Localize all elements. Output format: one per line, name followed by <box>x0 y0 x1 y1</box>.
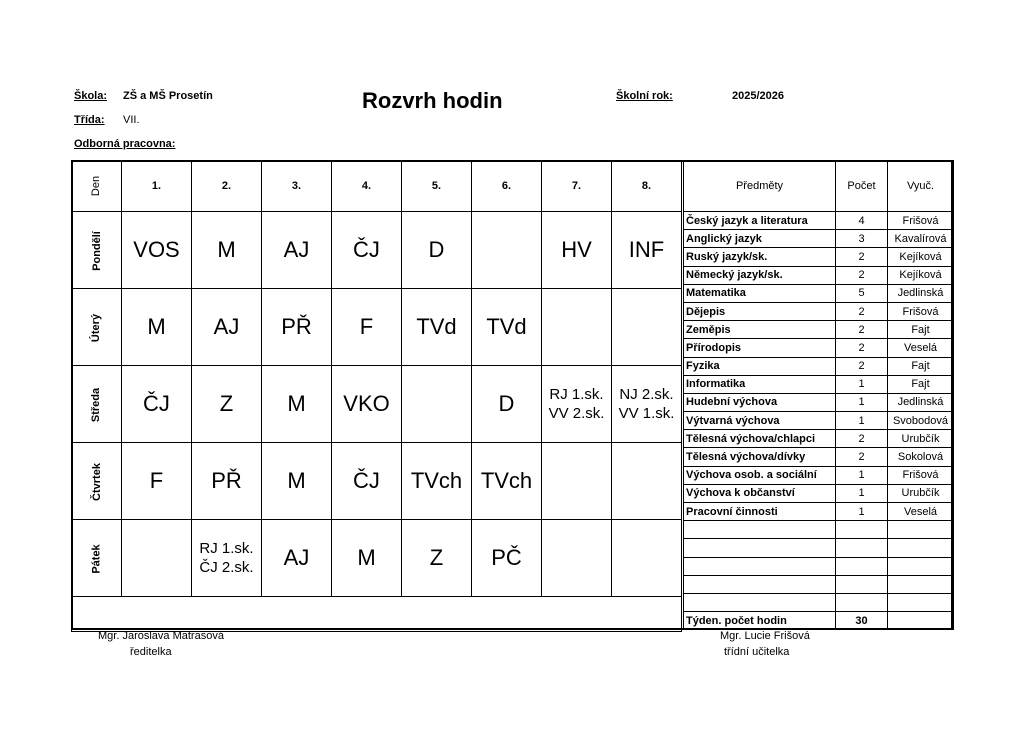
subject-name: Matematika <box>684 284 836 302</box>
subject-count: 2 <box>836 266 888 284</box>
subject-count <box>836 557 888 575</box>
subject-name: Informatika <box>684 375 836 393</box>
class-teacher-role: třídní učitelka <box>724 646 790 658</box>
lesson-cell: D <box>472 366 542 443</box>
subject-teacher: Kejíková <box>888 248 954 266</box>
subjects-col-subject: Předměty <box>684 161 836 212</box>
period-header: 3. <box>262 161 332 212</box>
lesson-cell: M <box>262 366 332 443</box>
day-header: Den <box>90 175 103 197</box>
principal-name: Mgr. Jaroslava Matrasová <box>98 630 224 642</box>
schedule-header-row <box>72 161 682 212</box>
lesson-cell: M <box>262 443 332 520</box>
total-label: Týden. počet hodin <box>684 612 836 630</box>
lesson-cell: TVch <box>472 443 542 520</box>
subject-teacher <box>888 575 954 593</box>
period-header: 4. <box>332 161 402 212</box>
lesson-cell <box>612 289 682 366</box>
subjects-col-count: Počet <box>836 161 888 212</box>
subject-row <box>684 284 954 302</box>
subject-count: 2 <box>836 321 888 339</box>
subject-name: Anglický jazyk <box>684 230 836 248</box>
subject-row-empty <box>684 575 954 593</box>
subject-count: 1 <box>836 503 888 521</box>
period-header: 8. <box>612 161 682 212</box>
class-teacher-name: Mgr. Lucie Frišová <box>720 630 810 642</box>
subject-row <box>684 412 954 430</box>
subject-teacher: Kavalírová <box>888 230 954 248</box>
subject-count: 1 <box>836 393 888 411</box>
lesson-cell: ČJ <box>332 443 402 520</box>
subject-name: Výchova osob. a sociální <box>684 466 836 484</box>
subject-name <box>684 557 836 575</box>
lesson-cell: ČJ <box>332 212 402 289</box>
subject-teacher: Svobodová <box>888 412 954 430</box>
lesson-cell: PŘ <box>192 443 262 520</box>
school-value: ZŠ a MŠ Prosetín <box>123 90 213 102</box>
lesson-cell: INF <box>612 212 682 289</box>
subject-row <box>684 503 954 521</box>
subject-name: Tělesná výchova/dívky <box>684 448 836 466</box>
subject-row <box>684 375 954 393</box>
subject-row <box>684 448 954 466</box>
day-row-thursday <box>72 443 682 520</box>
room-label: Odborná pracovna: <box>74 138 176 150</box>
lesson-cell <box>612 443 682 520</box>
subject-name: Německý jazyk/sk. <box>684 266 836 284</box>
subject-row <box>684 357 954 375</box>
subject-row <box>684 393 954 411</box>
class-value: VII. <box>123 114 140 126</box>
lesson-cell <box>542 443 612 520</box>
subject-teacher: Fajt <box>888 375 954 393</box>
subject-name: Tělesná výchova/chlapci <box>684 430 836 448</box>
subject-row-empty <box>684 521 954 539</box>
subject-count: 3 <box>836 230 888 248</box>
lesson-cell <box>122 520 192 597</box>
subject-name <box>684 521 836 539</box>
subject-teacher: Fajt <box>888 357 954 375</box>
year-label: Školní rok: <box>616 90 673 102</box>
subject-name: Pracovní činnosti <box>684 503 836 521</box>
lesson-cell: AJ <box>262 520 332 597</box>
lesson-cell <box>542 289 612 366</box>
lesson-cell: D <box>402 212 472 289</box>
day-row-monday <box>72 212 682 289</box>
period-header: 2. <box>192 161 262 212</box>
lesson-cell: F <box>332 289 402 366</box>
subject-count: 1 <box>836 484 888 502</box>
lesson-cell: AJ <box>192 289 262 366</box>
subject-count: 4 <box>836 212 888 230</box>
subject-count: 2 <box>836 248 888 266</box>
subject-count <box>836 521 888 539</box>
subject-count <box>836 593 888 611</box>
subject-count: 1 <box>836 375 888 393</box>
total-row <box>684 612 954 630</box>
period-header: 7. <box>542 161 612 212</box>
subject-teacher: Fajt <box>888 321 954 339</box>
period-header: 6. <box>472 161 542 212</box>
subject-row <box>684 230 954 248</box>
subject-name <box>684 539 836 557</box>
subjects-header-row <box>684 161 954 212</box>
subject-teacher: Frišová <box>888 466 954 484</box>
subject-row <box>684 248 954 266</box>
subject-teacher: Frišová <box>888 302 954 320</box>
lesson-cell: M <box>122 289 192 366</box>
lesson-cell: F <box>122 443 192 520</box>
day-label: Středa <box>90 387 103 423</box>
lesson-cell: AJ <box>262 212 332 289</box>
day-label-cell <box>72 212 122 289</box>
lesson-cell: RJ 1.sk. VV 2.sk. <box>542 366 612 443</box>
subject-count: 1 <box>836 412 888 430</box>
subject-teacher: Jedlinská <box>888 284 954 302</box>
subject-name: Dějepis <box>684 302 836 320</box>
subject-teacher: Jedlinská <box>888 393 954 411</box>
day-label-cell <box>72 366 122 443</box>
subject-row <box>684 266 954 284</box>
lesson-cell: M <box>192 212 262 289</box>
subject-row <box>684 321 954 339</box>
subject-teacher <box>888 557 954 575</box>
subject-name: Přírodopis <box>684 339 836 357</box>
day-label: Pondělí <box>90 231 103 271</box>
subject-row <box>684 430 954 448</box>
lesson-cell: TVch <box>402 443 472 520</box>
subject-name: Hudební výchova <box>684 393 836 411</box>
subject-count <box>836 539 888 557</box>
subject-name: Výtvarná výchova <box>684 412 836 430</box>
subject-name: Fyzika <box>684 357 836 375</box>
subject-count: 2 <box>836 357 888 375</box>
subject-teacher: Kejíková <box>888 266 954 284</box>
principal-role: ředitelka <box>130 646 172 658</box>
day-label: Pátek <box>90 544 103 574</box>
empty-footer-row <box>72 597 682 632</box>
subject-row <box>684 466 954 484</box>
class-label: Třída: <box>74 114 105 126</box>
lesson-cell: Z <box>192 366 262 443</box>
lesson-cell: TVd <box>402 289 472 366</box>
subject-count: 2 <box>836 430 888 448</box>
empty-cell <box>72 597 682 632</box>
subject-row-empty <box>684 539 954 557</box>
lesson-cell: ČJ <box>122 366 192 443</box>
subjects-table <box>683 160 954 630</box>
subject-teacher: Urubčík <box>888 484 954 502</box>
day-row-tuesday <box>72 289 682 366</box>
lesson-cell: PČ <box>472 520 542 597</box>
lesson-cell: HV <box>542 212 612 289</box>
subject-teacher: Veselá <box>888 339 954 357</box>
subject-teacher <box>888 593 954 611</box>
subject-count: 2 <box>836 448 888 466</box>
lesson-cell: VOS <box>122 212 192 289</box>
lesson-cell <box>612 520 682 597</box>
subject-teacher: Sokolová <box>888 448 954 466</box>
subject-teacher <box>888 521 954 539</box>
day-row-friday <box>72 520 682 597</box>
day-label-cell <box>72 443 122 520</box>
subject-count: 2 <box>836 302 888 320</box>
subject-count: 5 <box>836 284 888 302</box>
subject-row-empty <box>684 593 954 611</box>
lesson-cell: M <box>332 520 402 597</box>
day-row-wednesday <box>72 366 682 443</box>
lesson-cell: Z <box>402 520 472 597</box>
subject-teacher <box>888 539 954 557</box>
total-teacher <box>888 612 954 630</box>
period-header: 1. <box>122 161 192 212</box>
page-title: Rozvrh hodin <box>362 88 503 113</box>
subject-name: Zeměpis <box>684 321 836 339</box>
subject-teacher: Frišová <box>888 212 954 230</box>
subject-count: 2 <box>836 339 888 357</box>
day-label: Úterý <box>90 313 103 343</box>
subject-count: 1 <box>836 466 888 484</box>
lesson-cell: PŘ <box>262 289 332 366</box>
day-header-cell <box>72 161 122 212</box>
day-label: Čtvrtek <box>90 463 103 501</box>
subject-row <box>684 302 954 320</box>
lesson-cell <box>542 520 612 597</box>
lesson-cell: TVd <box>472 289 542 366</box>
subjects-col-teacher: Vyuč. <box>888 161 954 212</box>
year-value: 2025/2026 <box>732 90 784 102</box>
lesson-cell: RJ 1.sk. ČJ 2.sk. <box>192 520 262 597</box>
subject-name: Český jazyk a literatura <box>684 212 836 230</box>
subject-name <box>684 575 836 593</box>
day-label-cell <box>72 520 122 597</box>
total-count: 30 <box>836 612 888 630</box>
school-label: Škola: <box>74 90 108 102</box>
subject-teacher: Veselá <box>888 503 954 521</box>
subject-row <box>684 484 954 502</box>
lesson-cell <box>472 212 542 289</box>
subject-count <box>836 575 888 593</box>
lesson-cell <box>402 366 472 443</box>
subject-row <box>684 212 954 230</box>
subject-row-empty <box>684 557 954 575</box>
subject-name: Ruský jazyk/sk. <box>684 248 836 266</box>
subject-name: Výchova k občanství <box>684 484 836 502</box>
lesson-cell: VKO <box>332 366 402 443</box>
subject-name <box>684 593 836 611</box>
subject-teacher: Urubčík <box>888 430 954 448</box>
lesson-cell: NJ 2.sk. VV 1.sk. <box>612 366 682 443</box>
schedule-table <box>71 160 682 632</box>
subject-row <box>684 339 954 357</box>
period-header: 5. <box>402 161 472 212</box>
day-label-cell <box>72 289 122 366</box>
